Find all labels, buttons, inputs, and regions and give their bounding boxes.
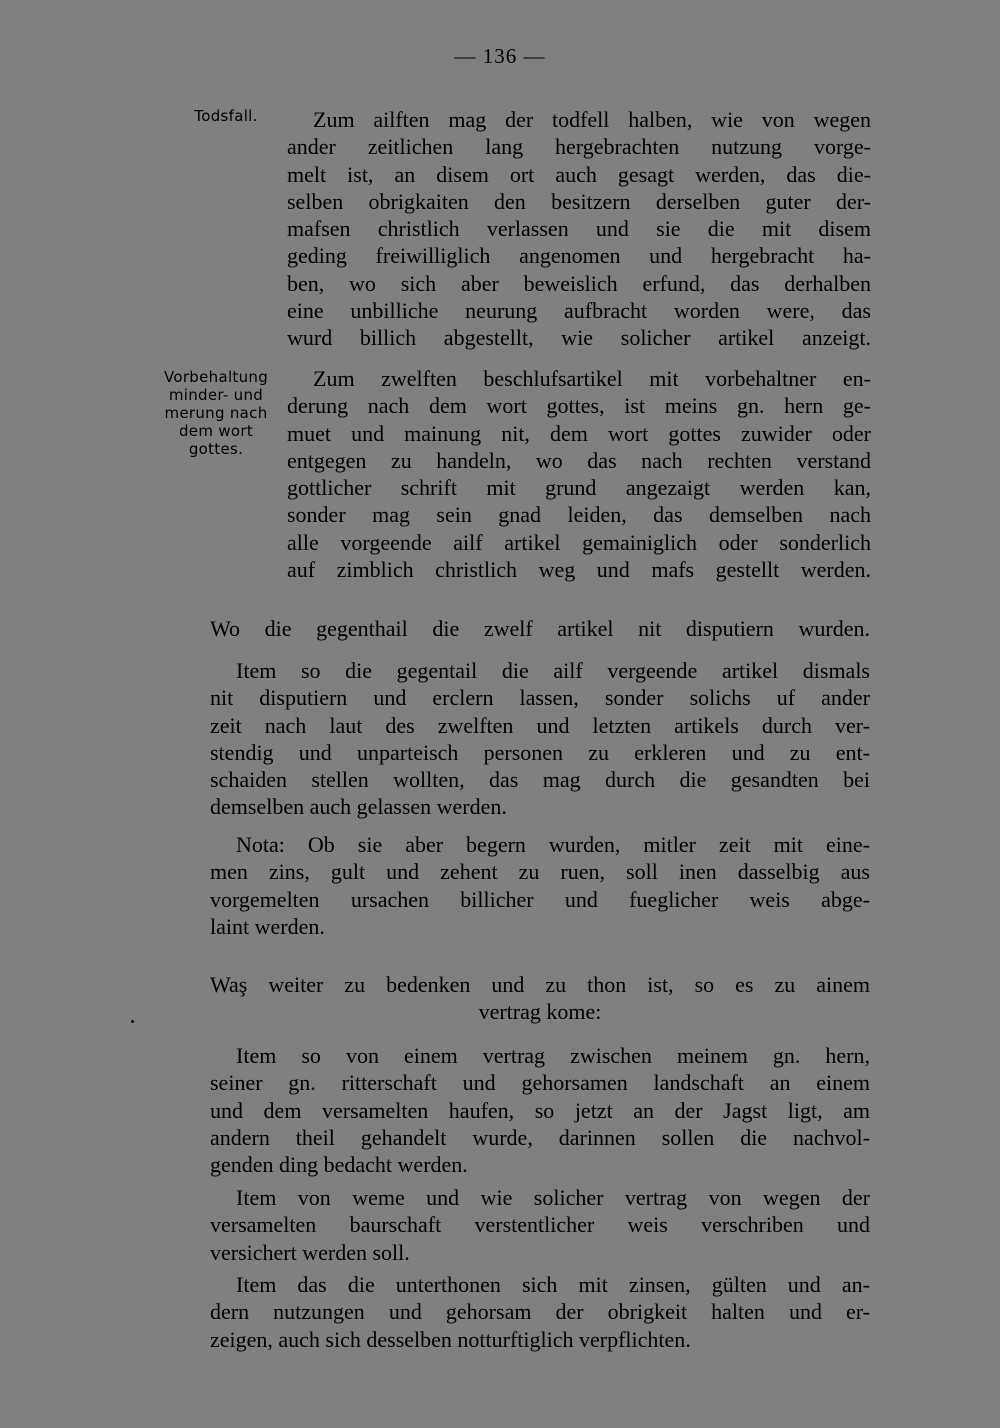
margin-note-line: Todsfall. [194,107,258,125]
page-number: — 136 — [454,44,546,68]
text-line: eine unbilliche neurung aufbracht worden were, das [287,298,871,324]
text-line: ander zeitlichen lang hergebrachten nutzung vorge- [287,134,871,160]
text-line: zeigen, auch sich desselben notturftiglich verpflichten. [210,1326,691,1352]
margin-note-line: minder- und [168,386,264,404]
paragraph-gegentail [210,657,870,821]
text-line: schaiden stellen wollten, das mag durch die gesandten bei [210,767,870,793]
text-line: zeit nach laut des zwelften und letzten artikels durch ver- [210,712,870,738]
text-line: und dem versamelten haufen, so jetzt an der Jagst ligt, am [210,1097,870,1123]
text-line: versichert werden soll. [210,1239,410,1265]
text-line: wurd billich abgestellt, wie solicher artikel anzeigt. [287,325,871,351]
text-line: melt ist, an disem ort auch gesagt werden, das die- [287,161,871,187]
text-line: ben, wo sich aber beweislich erfund, das derhalben [287,270,871,296]
paragraph-vertrag [210,1042,870,1178]
text-line: gottlicher schrift mit grund angezaigt werden kan, [287,475,871,501]
text-line: sonder mag sein gnad leiden, das demselben nach [287,502,871,528]
text-line: laint werden. [210,913,325,939]
text-line: auf zimblich christlich weg und mafs gestellt werden. [287,557,871,583]
text-line: entgegen zu handeln, wo das nach rechten verstand [287,447,871,473]
text-line: versamelten baurschaft verstentlicher weis verschriben und [210,1212,870,1238]
text-line: Zum zwelften beschlufsartikel mit vorbehaltner en- [313,366,871,391]
text-line: derung nach dem wort gottes, ist meins gn. hern ge- [287,393,871,419]
text-line: muet und mainung nit, dem wort gottes zuwider oder [287,420,871,446]
heading-line: Wo die gegenthail die zwelf artikel nit disputiern wurden. [210,616,870,641]
text-line: nit disputiern und erclern lassen, sonder solichs uf ander [210,685,870,711]
text-line: alle vorgeende ailf artikel gemainiglich oder sonderlich [287,529,871,555]
stray-dot [131,1020,134,1023]
paragraph-beschlussartikel [287,365,871,583]
margin-note-line: dem wort [178,422,254,440]
text-line: Item das die unterthonen sich mit zinsen, gülten und an- [236,1272,870,1297]
section-heading [210,615,870,642]
text-line: Zum ailften mag der todfell halben, wie von wegen [313,107,871,132]
text-line: stendig und unparteisch personen zu erkleren und zu ent- [210,739,870,765]
margin-note-line: gottes. [188,440,244,458]
text-line: andern theil gehandelt wurde, darinnen sollen die nachvol- [210,1124,870,1150]
text-line: dern nutzungen und gehorsam der obrigkeit halten und er- [210,1299,870,1325]
text-line: seiner gn. ritterschaft und gehorsamen landschaft an einem [210,1070,870,1096]
text-line: Item so die gegentail die ailf vergeende artikel dismals [236,658,870,683]
margin-note-todsfall [176,106,276,127]
margin-note-vorbehaltung [150,367,282,460]
paragraph-nota [210,831,870,940]
heading-line: vertrag kome: [478,999,602,1025]
text-line: Nota: Ob sie aber begern wurden, mitler zeit mit eine- [236,832,870,857]
heading-line: Waş weiter zu bedenken und zu thon ist, so es zu ainem [210,972,870,997]
text-line: Item so von einem vertrag zwischen meinem gn. hern, [236,1043,870,1068]
text-line: men zins, gult und zehent zu ruen, soll inen dasselbig aus [210,859,870,885]
text-line: vorgemelten ursachen billicher und fueglicher weis abge- [210,886,870,912]
text-line: demselben auch gelassen werden. [210,794,507,820]
paragraph-todfell [287,106,871,352]
paragraph-unterthonen [210,1271,870,1353]
margin-note-line: Vorbehaltung [163,368,269,386]
margin-note-line: merung nach [164,404,268,422]
text-line: genden ding bedacht werden. [210,1152,468,1178]
text-line: geding freiwilliglich angenomen und hergebracht ha- [287,243,871,269]
section-heading [210,971,870,1026]
paragraph-verschriben [210,1184,870,1266]
text-line: mafsen christlich verlassen und sie die mit disem [287,216,871,242]
text-line: selben obrigkaiten den besitzern derselben guter der- [287,188,871,214]
text-line: Item von weme und wie solicher vertrag von wegen der [236,1185,870,1210]
